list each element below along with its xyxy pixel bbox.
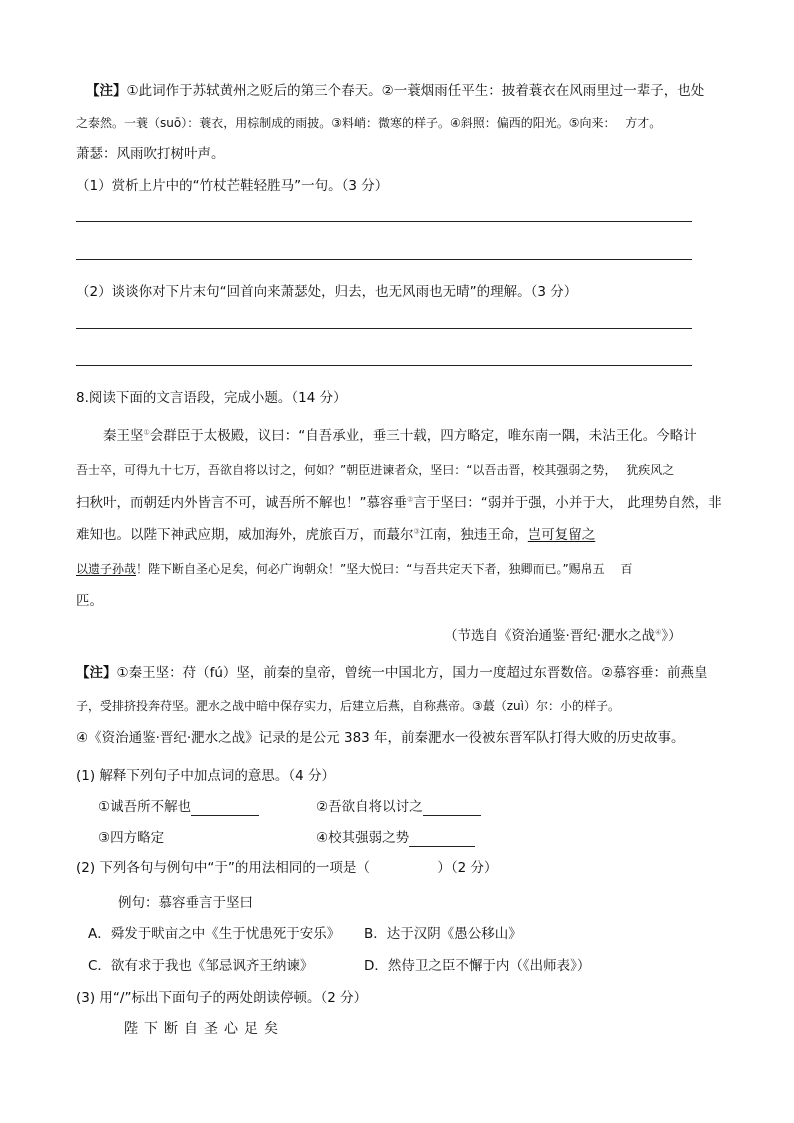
answer-line[interactable] (76, 221, 692, 222)
passage-line-3: 扫秋叶，而朝廷内外皆言不可，诚吾所不解也！”慕容垂②言于坚曰：“弱并于强，小并于大， 此理势自然，非 (76, 495, 722, 511)
note1-line1: 【注】①此词作于苏轼黄州之贬后的第三个春天。②一蓑烟雨任平生：披着蓑衣在风雨里过一辈子，也处 (86, 83, 705, 99)
answer-line[interactable] (76, 259, 692, 260)
sub-question-3-title: (3) 用“/”标出下面句子的两处朗读停顿。（2 分） (76, 990, 368, 1006)
note2-line3: ④《资治通鉴·晋纪·淝水之战》记录的是公元 383 年，前秦淝水一役被东晋军队打得大败的历史故事。 (76, 730, 685, 746)
underlined-phrase: 岂可复留之 (527, 527, 596, 543)
note2-tag: 【注】 (76, 665, 117, 681)
vocab-answer-blank[interactable] (191, 801, 259, 816)
note1-line2: 之泰然。一蓑（suō）：蓑衣，用棕制成的雨披。③料峭：微寒的样子。④斜照：偏西的阳光。⑤向来： 方才。 (76, 116, 662, 130)
note2-line1: 【注】①秦王坚：苻（fú）坚，前秦的皇帝，曾统一中国北方，国力一度超过东晋数倍。②慕容垂：前燕皇 (76, 665, 708, 681)
vocab-item-3: ③四方略定 (98, 830, 165, 846)
vocab-item-1: ①诚吾所不解也 (98, 798, 259, 816)
option-c[interactable]: C．欲有求于我也《邹忌讽齐王纳谏》 (88, 958, 314, 974)
option-d[interactable]: D．然侍卫之臣不懈于内（《出师表》） (364, 958, 591, 974)
passage-line-4: 难知也。以陛下神武应期，威加海外，虎旅百万，而蕞尔③江南，独违王命，岂可复留之 (76, 527, 596, 543)
passage-line-5: 以遗子孙哉！陛下断自圣心足矣，何必广询朝众！”坚大悦曰：“与吾共定天下者，独卿而已。”赐帛五 百 (76, 562, 633, 576)
option-b[interactable]: B．达于汉阴《愚公移山》 (364, 926, 522, 942)
underlined-phrase: 以遗子孙哉 (76, 562, 137, 576)
note2-line2: 子，受排挤投奔苻坚。淝水之战中暗中保存实力，后建立后燕，自称燕帝。③蕞（zuì）尔：小的样子。 (76, 699, 620, 713)
sub-question-1-title: (1) 解释下列句子中加点词的意思。（4 分） (76, 768, 336, 784)
vocab-item-4: ④校其强弱之势 (316, 829, 475, 847)
footnote-mark: ② (407, 495, 414, 504)
passage-line-1: 秦王坚①会群臣于太极殿，议曰：“自吾承业，垂三十载，四方略定，唯东南一隅，未沾王化。今略计 (103, 428, 697, 444)
footnote-mark: ③ (413, 527, 420, 536)
vocab-item-2: ②吾欲自将以讨之 (316, 798, 481, 816)
answer-line[interactable] (76, 328, 692, 329)
answer-line[interactable] (76, 365, 692, 366)
example-sentence: 例句：慕容垂言于坚曰 (118, 895, 253, 911)
sub-question-2-title: (2) 下列各句与例句中“于”的用法相同的一项是（ ）（2 分） (76, 860, 498, 876)
option-a[interactable]: A．舜发于畎亩之中《生于忧患死于安乐》 (88, 926, 341, 942)
question-8-title: 8.阅读下面的文言语段，完成小题。（14 分） (76, 390, 347, 406)
note1-line3: 萧瑟：风雨吹打树叶声。 (76, 146, 225, 162)
footnote-mark: ① (143, 428, 150, 437)
passage-line-6: 匹。 (76, 593, 103, 609)
vocab-answer-blank[interactable] (423, 801, 481, 816)
question-7-1: （1）赏析上片中的“竹杖芒鞋轻胜马”一句。（3 分） (76, 178, 389, 194)
passage-line-2: 吾士卒，可得九十七万，吾欲自将以讨之，何如？”朝臣进谏者众，坚曰：“以吾击晋，校其强弱之势， 犹疾风之 (76, 463, 675, 477)
passage-source: （节选自《资治通鉴·晋纪·淝水之战④》） (444, 628, 682, 644)
vocab-answer-blank[interactable] (409, 832, 475, 847)
footnote-mark: ④ (655, 628, 662, 637)
pause-sentence[interactable]: 陛下断自圣心足矣 (124, 1021, 284, 1037)
question-7-2: （2）谈谈你对下片末句“回首向来萧瑟处，归去，也无风雨也无晴”的理解。（3 分） (76, 284, 578, 300)
note1-tag: 【注】 (86, 83, 127, 99)
